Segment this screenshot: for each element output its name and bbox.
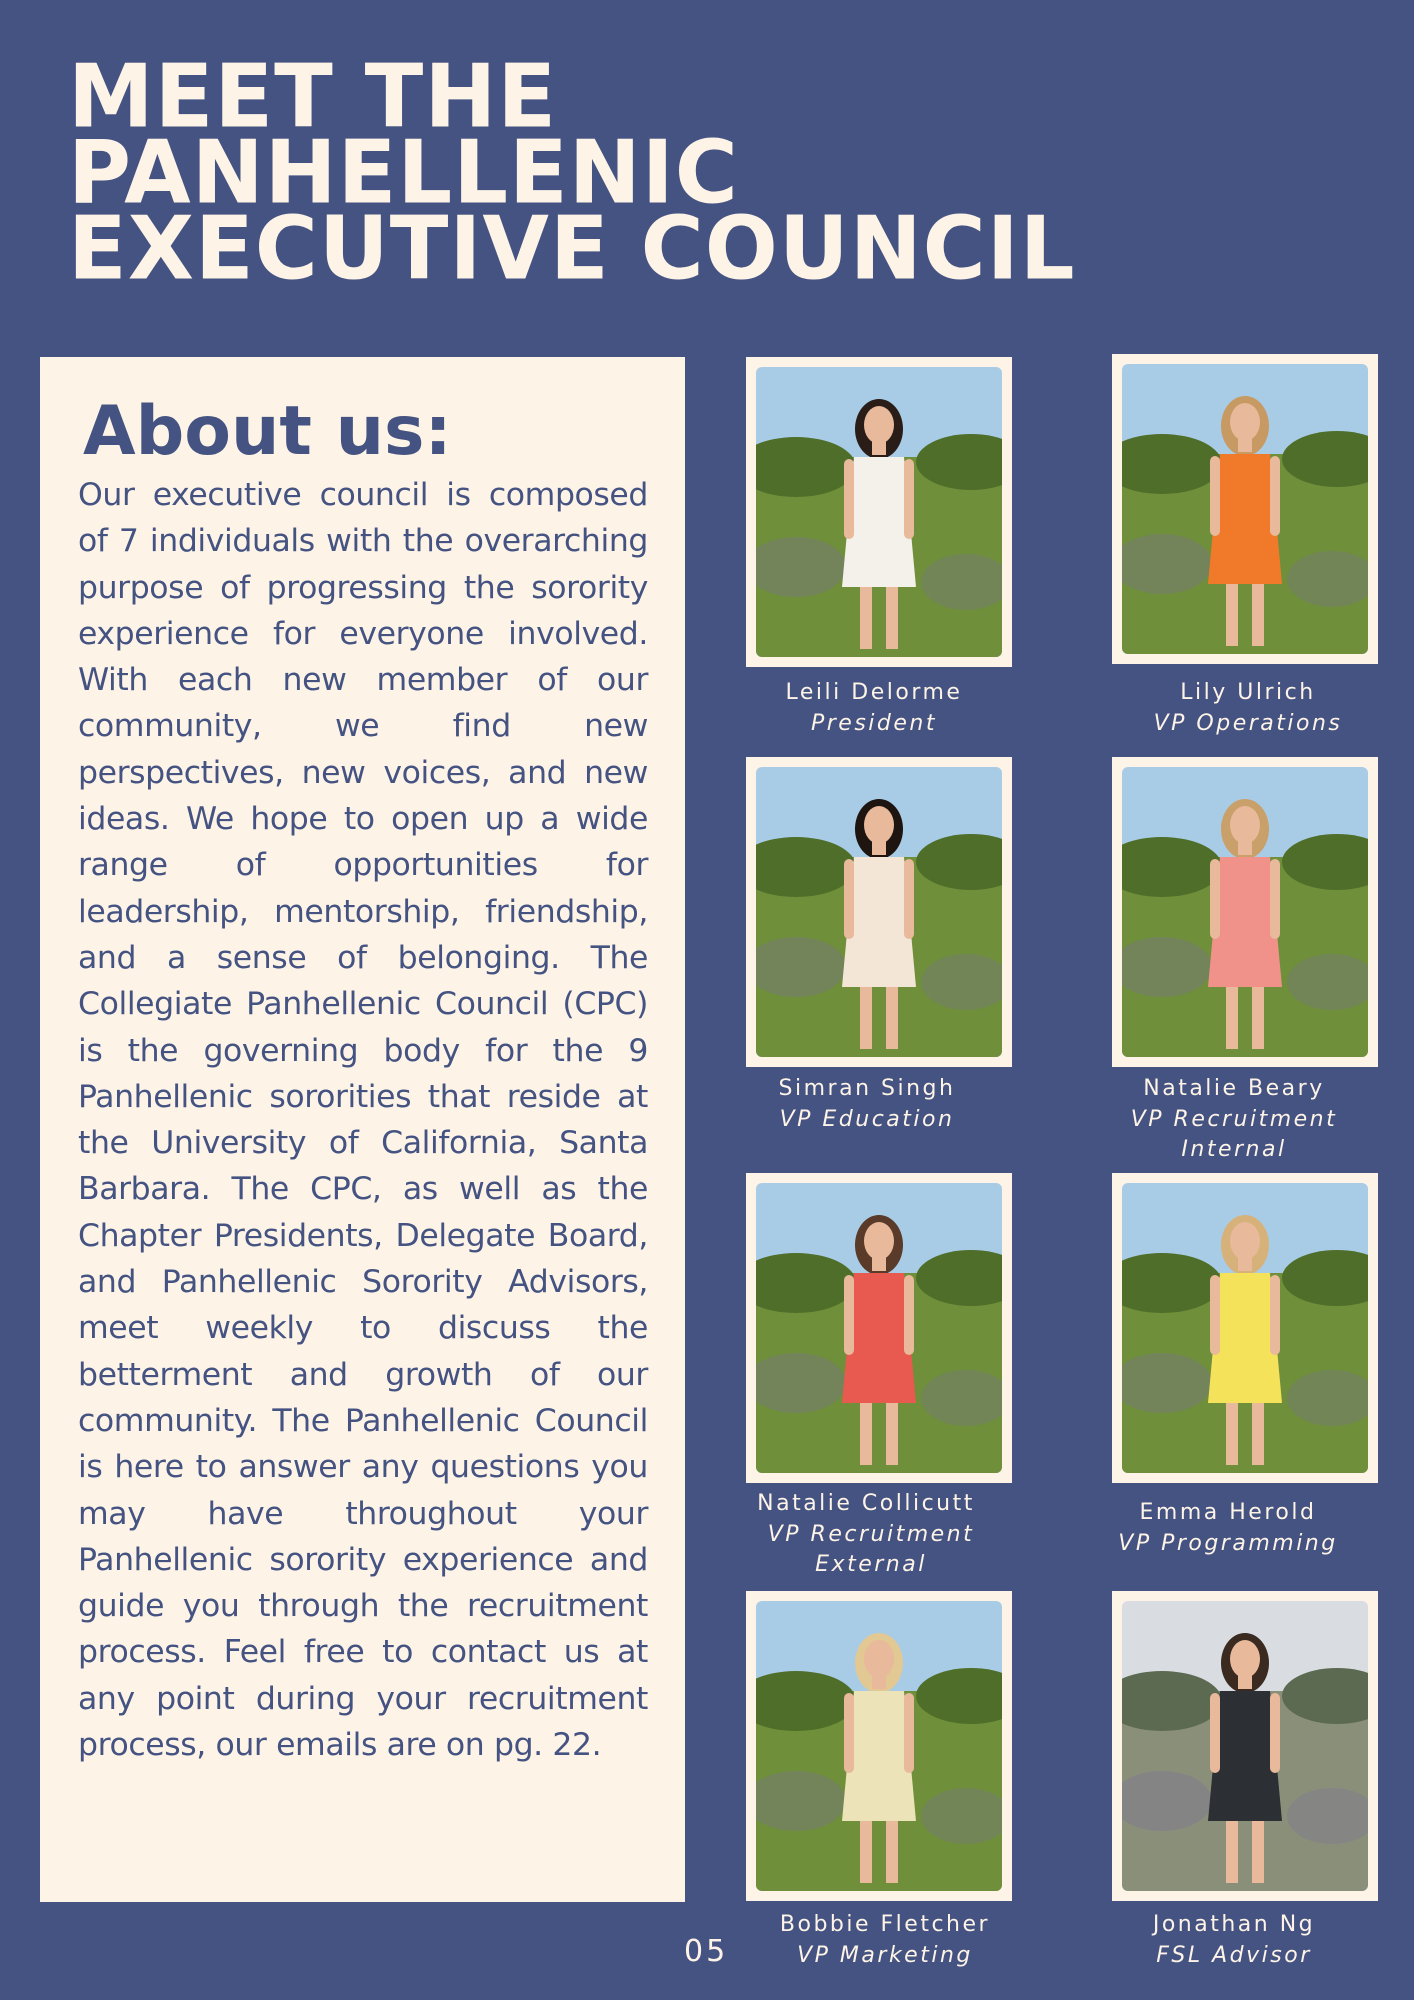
member-photo-frame — [1112, 354, 1378, 664]
member-name: Lily Ulrich — [1180, 680, 1316, 705]
portrait-image — [756, 767, 1002, 1057]
member-photo-frame — [1112, 757, 1378, 1067]
about-body-text: Our executive council is composed of 7 individuals with the overarching purpose of progressing the sorority experience for everyone involved. With each new member of our community, we find new perspectives, new voices, and new ideas. We hope to open up a wide range of opportunities for leadership, mentorship, friendship, and a sense of belonging. The Collegiate Panhellenic Council (CPC) is the governing body for the 9 Panhellenic sororities that reside at the University of California, Santa Barbara. The CPC, as well as the Chapter Presidents, Delegate Board, and Panhellenic Sorority Advisors, meet weekly to discuss the betterment and growth of our community. The Panhellenic Council is here to answer any questions you may have throughout your Panhellenic sorority experience and guide you through the recruitment process. Feel free to contact us at any point during your recruitment process, our emails are on pg. 22. — [78, 477, 648, 1764]
member-caption — [724, 677, 1024, 739]
portrait-image — [1122, 1601, 1368, 1891]
about-heading: About us: — [83, 392, 452, 471]
member-role: VP Recruitment Internal — [1130, 1107, 1338, 1162]
member-role: VP Operations — [1153, 711, 1343, 736]
member-photo-frame — [746, 757, 1012, 1067]
portrait-image — [1122, 767, 1368, 1057]
member-photo-frame — [746, 1591, 1012, 1901]
title-line: PANHELLENIC — [68, 121, 739, 224]
title-line: EXECUTIVE COUNCIL — [68, 197, 1076, 300]
member-photo-frame — [1112, 1173, 1378, 1483]
member-photo-frame — [1112, 1591, 1378, 1901]
portrait-image — [756, 1601, 1002, 1891]
member-photo — [756, 1601, 1002, 1891]
portrait-image — [756, 367, 1002, 657]
member-role: President — [811, 711, 937, 736]
about-panel — [40, 357, 685, 1902]
member-role: VP Education — [779, 1107, 955, 1132]
member-caption — [1098, 677, 1398, 739]
page-title — [68, 45, 1076, 300]
member-caption — [717, 1073, 1017, 1135]
member-name: Simran Singh — [778, 1076, 956, 1101]
member-name: Bobbie Fletcher — [779, 1912, 991, 1937]
member-name: Natalie Collicutt — [757, 1491, 975, 1516]
portrait-image — [1122, 1183, 1368, 1473]
member-name: Leili Delorme — [785, 680, 963, 705]
member-name: Natalie Beary — [1143, 1076, 1325, 1101]
page-number: 05 — [684, 1934, 729, 1969]
member-name: Emma Herold — [1139, 1500, 1317, 1525]
member-name: Jonathan Ng — [1152, 1912, 1316, 1937]
title-line: MEET THE — [68, 45, 558, 148]
member-role: VP Recruitment External — [767, 1522, 975, 1577]
member-caption — [1078, 1497, 1378, 1559]
member-photo — [1122, 1183, 1368, 1473]
member-photo — [756, 1183, 1002, 1473]
member-caption — [1084, 1073, 1384, 1165]
member-caption — [1084, 1909, 1384, 1971]
member-photo — [756, 367, 1002, 657]
member-photo — [756, 767, 1002, 1057]
portrait-image — [756, 1183, 1002, 1473]
member-photo-frame — [746, 1173, 1012, 1483]
member-caption — [735, 1909, 1035, 1971]
member-caption — [716, 1488, 1016, 1580]
member-photo-frame — [746, 357, 1012, 667]
member-role: VP Marketing — [797, 1943, 973, 1968]
portrait-image — [1122, 364, 1368, 654]
member-photo — [1122, 364, 1368, 654]
member-photo — [1122, 767, 1368, 1057]
member-role: VP Programming — [1118, 1531, 1338, 1556]
member-role: FSL Advisor — [1156, 1943, 1312, 1968]
member-photo — [1122, 1601, 1368, 1891]
